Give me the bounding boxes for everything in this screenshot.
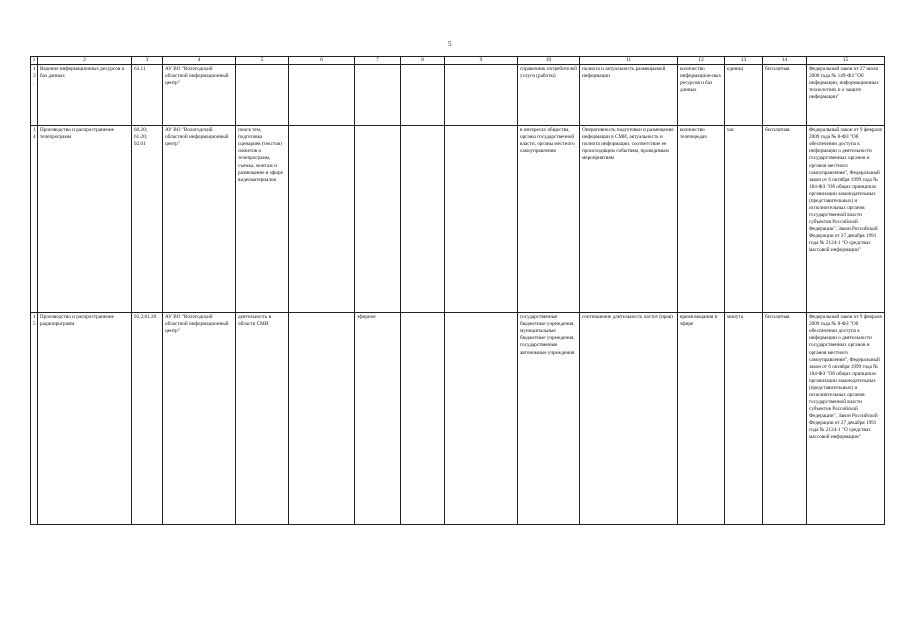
- row-number: 15: [31, 313, 38, 525]
- institution-name: АУ ВО "Вологодский областной информационный центр": [163, 313, 236, 525]
- cell-col-6: [289, 126, 355, 313]
- cell-col-7: эфирное: [355, 313, 401, 525]
- table-row: [31, 313, 885, 525]
- col-header-1: 1: [31, 57, 38, 65]
- okved-code: 60.20; 61.20; 92.01: [132, 126, 163, 313]
- cell-col-6: [289, 313, 355, 525]
- cell-col-8: [401, 65, 445, 126]
- legal-basis: Федеральный закон от 9 февраля 2009 года № 8-ФЗ "Об обеспечении доступа к информации о деятельности государственных органов и органов местного самоуправления", Федеральный закон от 6 октября 1999 года № 184-ФЗ "Об общих принципах организации законодательных (представительных) и исполнительных органов государственной власти субъектов Российской Федерации", Закон Российской Федерации от 27 декабря 1991 года № 2124-1 "О средствах массовой информации": [807, 313, 885, 525]
- quality-indicator: Оперативность подготовки и размещение информации в СМИ, актуальность и полнота информации, соответствие ее происходящим событиям, проводимым мероприятиям: [580, 126, 678, 313]
- unit: минута: [725, 313, 763, 525]
- service-name: Ведение информационных ресурсов и баз данных: [38, 65, 132, 126]
- service-content: деятельность в области СМИ: [236, 313, 289, 525]
- col-header-6: 6: [289, 57, 355, 65]
- col-header-10: 10: [518, 57, 580, 65]
- volume-indicator: количество телепередач: [678, 126, 725, 313]
- table-row: [31, 65, 885, 126]
- col-header-15: 15: [807, 57, 885, 65]
- okved-code: 63.11: [132, 65, 163, 126]
- row-number: 14: [31, 126, 38, 313]
- quality-indicator: соотношение длительность частот (нрав): [580, 313, 678, 525]
- service-name: Производство и распространение телепрограмм: [38, 126, 132, 313]
- page-number: 5: [448, 40, 452, 48]
- unit: единиц: [725, 65, 763, 126]
- cell-col-8: [401, 313, 445, 525]
- row-number: 13.: [31, 65, 38, 126]
- consumer-category: в интересах общества, органы государственной власти, органы местного самоуправления: [518, 126, 580, 313]
- payment-type: бесплатная: [763, 126, 807, 313]
- col-header-7: 7: [355, 57, 401, 65]
- cell-col-9: [445, 126, 518, 313]
- okved-code: 92.2;61.20: [132, 313, 163, 525]
- consumer-category: государственные бюджетные учреждения, муниципальные бюджетные учреждения, государственные автономные учреждения: [518, 313, 580, 525]
- cell-col-6: [289, 65, 355, 126]
- cell-col-7: [355, 65, 401, 126]
- col-header-11: 11: [580, 57, 678, 65]
- col-header-4: 4: [163, 57, 236, 65]
- volume-indicator: время вещания в эфире: [678, 313, 725, 525]
- institution-name: АУ ВО "Вологодский областной информационный центр": [163, 126, 236, 313]
- table-row: [31, 126, 885, 313]
- col-header-2: 2: [38, 57, 132, 65]
- quality-indicator: полнота и актуальность размещаемой информации: [580, 65, 678, 126]
- cell-col-7: [355, 126, 401, 313]
- cell-col-9: [445, 313, 518, 525]
- volume-indicator: количество информацион-ных ресурсов и баз данных: [678, 65, 725, 126]
- col-header-9: 9: [445, 57, 518, 65]
- cell-col-9: [445, 65, 518, 126]
- legal-basis: Федеральный закон от 27 июля 2006 года № 149-ФЗ "Об информации, информационных технологиях и о защите информации": [807, 65, 885, 126]
- unit: час: [725, 126, 763, 313]
- col-header-3: 3: [132, 57, 163, 65]
- institution-name: АУ ВО "Вологодский областной информационный центр": [163, 65, 236, 126]
- column-number-row: [31, 57, 885, 65]
- service-name: Производство и распространение радиопрограмм: [38, 313, 132, 525]
- payment-type: бесплатная: [763, 65, 807, 126]
- payment-type: бесплатная: [763, 313, 807, 525]
- consumer-category: справочник потребителей услуги (работы): [518, 65, 580, 126]
- service-content: поиск тем, подготовка сценариев (текстов) сюжетов и телепрограмм, съемка, монтаж и размещение в эфире видеоматериалов: [236, 126, 289, 313]
- col-header-13: 13: [725, 57, 763, 65]
- col-header-14: 14: [763, 57, 807, 65]
- col-header-12: 12: [678, 57, 725, 65]
- service-content: [236, 65, 289, 126]
- cell-col-8: [401, 126, 445, 313]
- legal-basis: Федеральный закон от 9 февраля 2009 года № 8-ФЗ "Об обеспечении доступа к информации о деятельности государственных органов и органов местного самоуправления", Федеральный закон от 6 октября 1999 года № 184-ФЗ "Об общих принципах организации законодательных (представительных) и исполнительных органов государственной власти субъектов Российской Федерации", Закон Российской Федерации от 27 декабря 1991 года № 2124-1 "О средствах массовой информации": [807, 126, 885, 313]
- col-header-8: 8: [401, 57, 445, 65]
- col-header-5: 5: [236, 57, 289, 65]
- services-table: [30, 56, 885, 525]
